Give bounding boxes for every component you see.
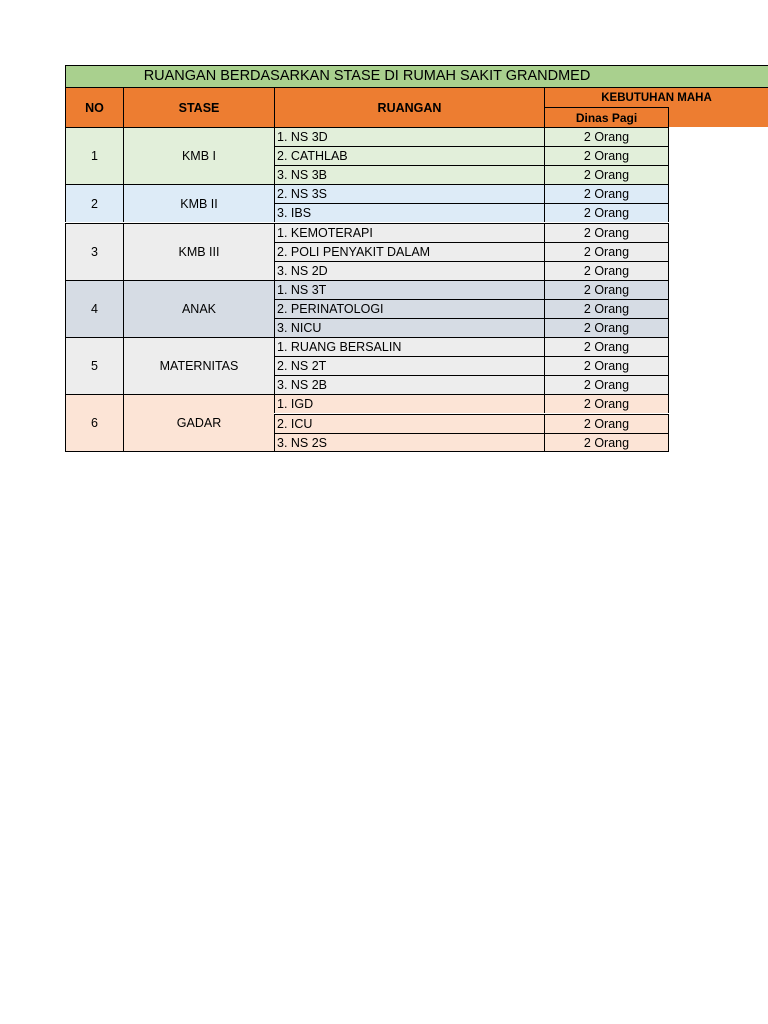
header-kebutuhan: KEBUTUHAN MAHA	[544, 87, 768, 107]
room-name: 2. ICU	[274, 414, 544, 433]
room-requirement: 2 Orang	[544, 127, 669, 146]
room-name: 1. RUANG BERSALIN	[274, 337, 544, 356]
room-name: 3. NICU	[274, 318, 544, 337]
room-name: 3. NS 2B	[274, 375, 544, 394]
room-name: 2. NS 3S	[274, 184, 544, 203]
room-name: 1. NS 3T	[274, 280, 544, 299]
room-requirement: 2 Orang	[544, 375, 669, 394]
group-no: 2	[65, 184, 123, 222]
header-dinas-pagi: Dinas Pagi	[544, 107, 669, 127]
room-requirement: 2 Orang	[544, 146, 669, 165]
room-requirement: 2 Orang	[544, 165, 669, 184]
header-no: NO	[65, 87, 123, 127]
room-name: 1. KEMOTERAPI	[274, 223, 544, 242]
group-stase: KMB II	[123, 184, 274, 222]
header-stase: STASE	[123, 87, 274, 127]
room-requirement: 2 Orang	[544, 261, 669, 280]
group-no: 1	[65, 127, 123, 184]
room-name: 2. NS 2T	[274, 356, 544, 375]
group-no: 5	[65, 337, 123, 394]
room-requirement: 2 Orang	[544, 299, 669, 318]
room-requirement: 2 Orang	[544, 433, 669, 452]
page-title: RUANGAN BERDASARKAN STASE DI RUMAH SAKIT GRANDMED	[143, 68, 591, 84]
group-no: 4	[65, 280, 123, 337]
room-requirement: 2 Orang	[544, 394, 669, 413]
group-no: 6	[65, 394, 123, 451]
room-requirement: 2 Orang	[544, 242, 669, 261]
room-name: 2. POLI PENYAKIT DALAM	[274, 242, 544, 261]
group-stase: GADAR	[123, 394, 274, 451]
room-name: 1. NS 3D	[274, 127, 544, 146]
room-name: 3. NS 2S	[274, 433, 544, 452]
room-requirement: 2 Orang	[544, 337, 669, 356]
room-name: 2. CATHLAB	[274, 146, 544, 165]
room-name: 2. PERINATOLOGI	[274, 299, 544, 318]
room-requirement: 2 Orang	[544, 203, 669, 222]
room-requirement: 2 Orang	[544, 356, 669, 375]
room-requirement: 2 Orang	[544, 318, 669, 337]
room-name: 3. NS 3B	[274, 165, 544, 184]
group-no: 3	[65, 223, 123, 280]
header-ruangan: RUANGAN	[274, 87, 544, 127]
room-requirement: 2 Orang	[544, 280, 669, 299]
room-name: 1. IGD	[274, 394, 544, 413]
room-name: 3. NS 2D	[274, 261, 544, 280]
group-stase: MATERNITAS	[123, 337, 274, 394]
room-name: 3. IBS	[274, 203, 544, 222]
room-requirement: 2 Orang	[544, 414, 669, 433]
room-requirement: 2 Orang	[544, 223, 669, 242]
group-stase: KMB I	[123, 127, 274, 184]
group-stase: KMB III	[123, 223, 274, 280]
group-stase: ANAK	[123, 280, 274, 337]
room-requirement: 2 Orang	[544, 184, 669, 203]
